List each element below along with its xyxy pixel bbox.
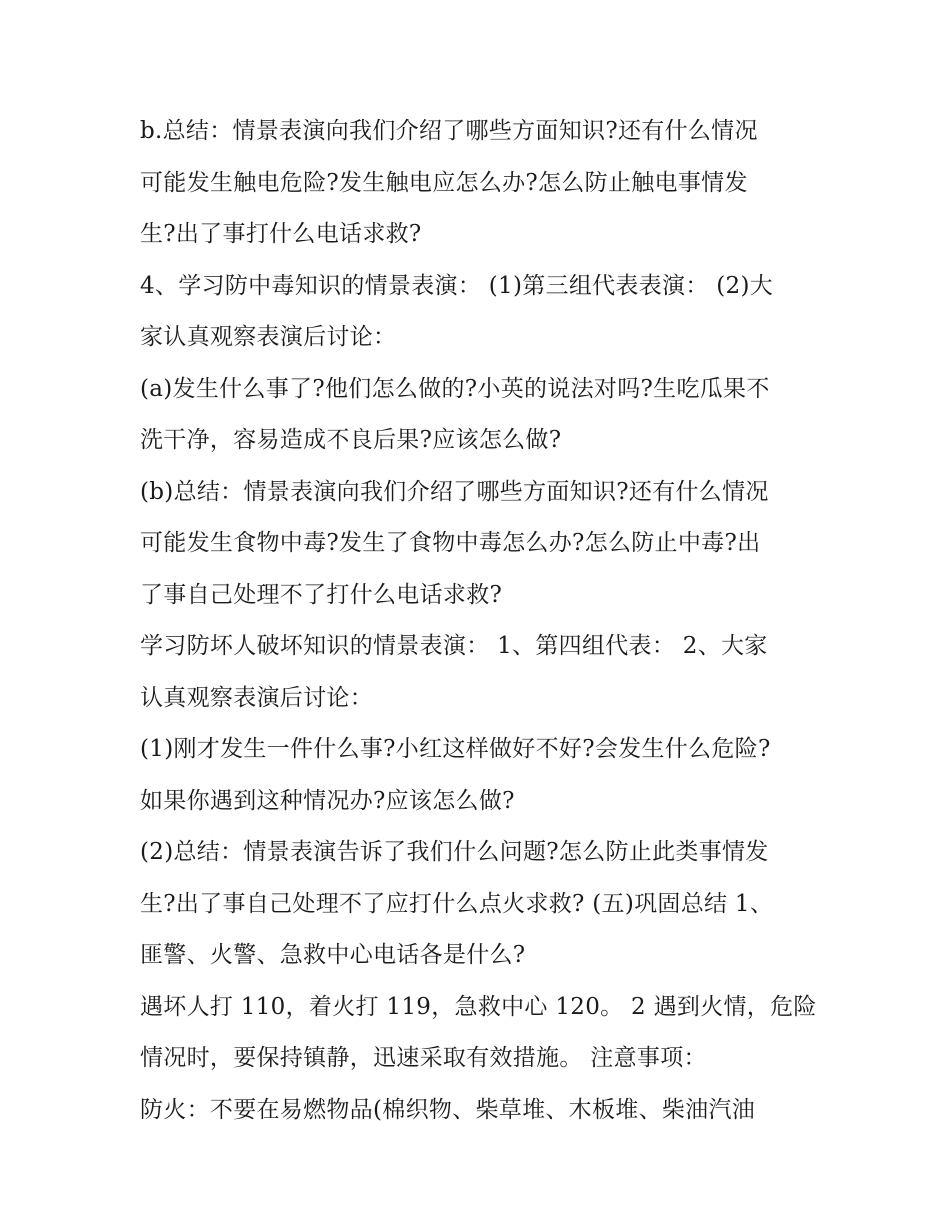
text-line: 情况时，要保持镇静，迅速采取有效措施。 注意事项： [140, 1045, 707, 1071]
text-line: 4、学习防中毒知识的情景表演： (1)第三组代表表演： (2)大 [140, 272, 774, 299]
text-line: 可能发生食物中毒?发生了食物中毒怎么办?怎么防止中毒?出 [140, 530, 761, 556]
text-line: 了事自己处理不了打什么电话求救? [140, 581, 503, 608]
text-line: 家认真观察表演后讨论： [140, 324, 397, 350]
text-line: (b)总结：情景表演向我们介绍了哪些方面知识?还有什么情况 [140, 478, 769, 505]
text-line: 可能发生触电危险?发生触电应怎么办?怎么防止触电事情发 [140, 169, 748, 196]
text-line: 防火：不要在易燃物品(棉织物、柴草堆、木板堆、柴油汽油 [140, 1096, 756, 1123]
text-line: 遇坏人打 110，着火打 119，急救中心 120。 2 遇到火情，危险 [140, 993, 817, 1020]
text-line: b.总结：情景表演向我们介绍了哪些方面知识?还有什么情况 [140, 118, 758, 144]
text-line: 学习防坏人破坏知识的情景表演： 1、第四组代表： 2、大家 [140, 633, 768, 659]
text-line: 洗干净，容易造成不良后果?应该怎么做? [140, 427, 562, 453]
text-line: (a)发生什么事了?他们怎么做的?小英的说法对吗?生吃瓜果不 [140, 375, 770, 402]
text-line: (2)总结：情景表演告诉了我们什么问题?怎么防止此类事情发 [140, 839, 769, 865]
document-page [140, 106, 820, 1136]
text-line: 匪警、火警、急救中心电话各是什么? [140, 942, 526, 968]
text-line: 如果你遇到这种情况办?应该怎么做? [140, 787, 515, 814]
text-line: 生?出了事打什么电话求救? [140, 221, 422, 247]
text-line: 认真观察表演后讨论： [140, 684, 373, 711]
text-line: 生?出了事自己处理不了应打什么点火求救? (五)巩固总结 1、 [140, 890, 774, 917]
text-line: (1)刚才发生一件什么事?小红这样做好不好?会发生什么危险? [140, 736, 771, 762]
